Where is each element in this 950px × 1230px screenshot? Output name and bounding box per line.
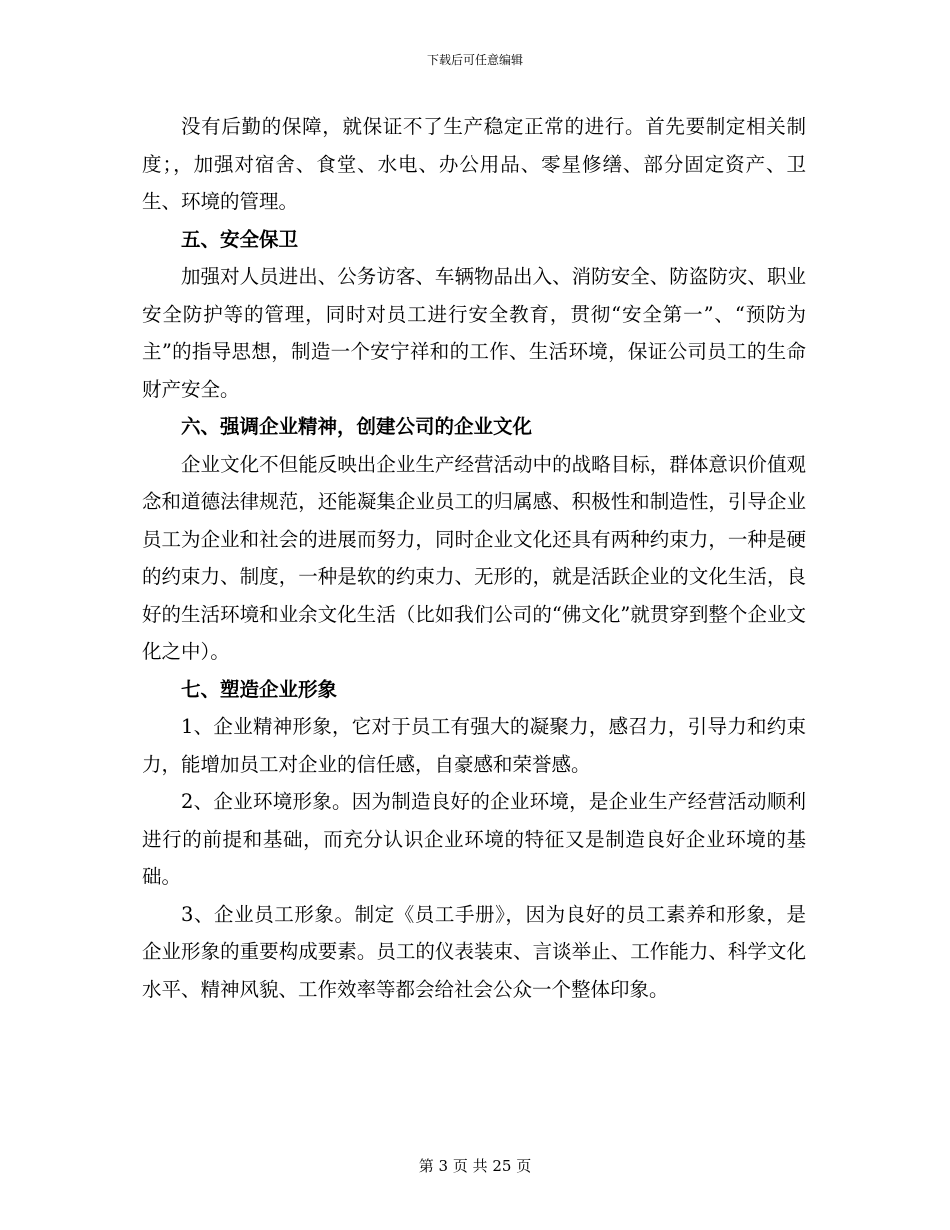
document-body xyxy=(142,108,806,1008)
paragraph-logistics: 没有后勤的保障，就保证不了生产稳定正常的进行。首先要制定相关制度；，加强对宿舍、食堂、水电、办公用品、零星修缮、部分固定资产、卫生、环境的管理。 xyxy=(142,115,806,213)
page-footer: 第 3 页 共 25 页 xyxy=(418,1157,532,1175)
paragraph-spirit-image: 1、企业精神形象，它对于员工有强大的凝聚力，感召力，引导力和约束力，能增加员工对企业的信任感，自豪感和荣誉感。 xyxy=(142,715,806,776)
paragraph-culture: 企业文化不但能反映出企业生产经营活动中的战略目标，群体意识价值观念和道德法律规范，还能凝集企业员工的归属感、积极性和制造性，引导企业员工为企业和社会的进展而努力，同时企业文化还具有两种约束力，一种是硬的约束力、制度，一种是软的约束力、无形的，就是活跃企业的文化生活，良好的生活环境和业余文化生活（比如我们公司的“佛文化”就贯穿到整个企业文化之中）。 xyxy=(142,452,806,663)
paragraph-environment-image: 2、企业环境形象。因为制造良好的企业环境，是企业生产经营活动顺利进行的前提和基础，而充分认识企业环境的特征又是制造良好企业环境的基础。 xyxy=(142,790,806,888)
section-heading-security: 五、安全保卫 xyxy=(181,227,299,251)
paragraph-security: 加强对人员进出、公务访客、车辆物品出入、消防安全、防盗防灾、职业安全防护等的管理，同时对员工进行安全教育，贯彻“安全第一”、“预防为主”的指导思想，制造一个安宁祥和的工作、生活环境，保证公司员工的生命财产安全。 xyxy=(142,265,806,401)
section-heading-image: 七、塑造企业形象 xyxy=(181,677,338,701)
section-heading-culture: 六、强调企业精神，创建公司的企业文化 xyxy=(181,415,533,438)
paragraph-staff-image: 3、企业员工形象。制定《员工手册》，因为良好的员工素养和形象，是企业形象的重要构成要素。员工的仪表装束、言谈举止、工作能力、科学文化水平、精神风貌、工作效率等都会给社会公众一个整体印象。 xyxy=(142,902,806,1001)
page-header: 下载后可任意编辑 xyxy=(426,53,523,67)
